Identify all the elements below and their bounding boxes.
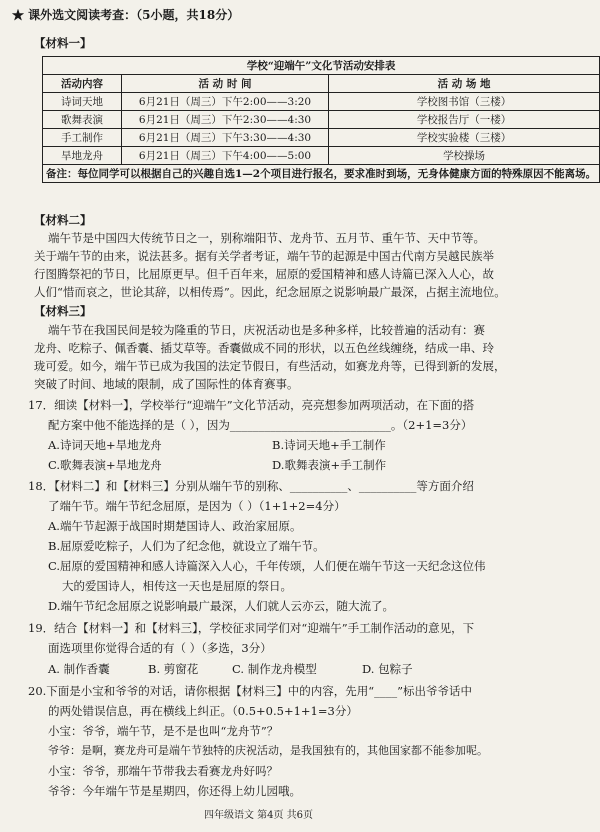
dialogue-line: 小宝：爷爷，端午节，是不是也叫“龙舟节”？ xyxy=(48,724,279,738)
question-19-stem: 面选项里你觉得合适的有（ ）（多选，3分） xyxy=(48,641,272,655)
table-cell: 旱地龙舟 xyxy=(43,147,122,165)
question-18-stem: 18．【材料二】和【材料三】分别从端午节的别称、__________、__________等方面介绍 xyxy=(28,479,474,493)
table-cell: 6月21日（周三）下午3:30——4:30 xyxy=(122,129,329,147)
table-cell: 手工制作 xyxy=(43,129,122,147)
table-row xyxy=(43,111,600,129)
question-18-stem: 了端午节。端午节纪念屈原，是因为（ ）（1+1+2=4分） xyxy=(48,499,346,513)
dialogue-line: 小宝：爷爷，那端午节带我去看赛龙舟好吗？ xyxy=(48,764,278,778)
material-three-label: 【材料三】 xyxy=(34,304,92,318)
table-row xyxy=(43,129,600,147)
activity-schedule-table xyxy=(42,56,600,183)
question-20-stem: 20.下面是小宝和爷爷的对话，请你根据【材料三】中的内容，先用“____”标出爷爷话中 xyxy=(28,684,473,698)
table-cell: 6月21日（周三）下午4:00——5:00 xyxy=(122,147,329,165)
table-cell: 歌舞表演 xyxy=(43,111,122,129)
table-cell: 6月21日（周三）下午2:00——3:20 xyxy=(122,93,329,111)
material-two-label: 【材料二】 xyxy=(34,213,92,227)
material-two-text: 人们“惜而哀之，世论其辞，以相传焉”。因此，纪念屈原之说影响最广最深，占据主流地位。 xyxy=(34,285,506,299)
question-18-option: 大的爱国诗人，相传这一天也是屈原的祭日。 xyxy=(62,579,292,593)
page-footer: 四年级语文 第4页 共6页 xyxy=(203,810,314,821)
table-cell: 学校操场 xyxy=(329,147,600,165)
table-cell: 学校实验楼（三楼） xyxy=(329,129,600,147)
table-header: 活 动 场 地 xyxy=(329,75,600,93)
material-two-text: 行图腾祭祀的节日，比屈原更早。但千百年来，屈原的爱国精神和感人诗篇已深入人心，故 xyxy=(34,267,494,281)
material-one-label: 【材料一】 xyxy=(34,36,92,50)
material-three-text: 端午节在我国民间是较为隆重的节日，庆祝活动也是多种多样，比较普遍的活动有：赛 xyxy=(48,323,485,337)
table-note: 备注：每位同学可以根据自己的兴趣自选1—2个项目进行报名，要求准时到场，无身体健康方面的特殊原因不能离场。 xyxy=(43,165,600,183)
question-19-option: C. 制作龙舟模型 xyxy=(232,662,317,676)
material-three-text: 突破了时间、地域的限制，成了国际性的体育赛事。 xyxy=(34,377,299,391)
material-three-text: 龙舟、吃粽子、佩香囊、插艾草等。香囊做成不同的形状，以五色丝线缠绕，结成一串、玲 xyxy=(34,341,494,355)
question-20-stem: 的两处错误信息，再在横线上纠正。（0.5+0.5+1+1=3分） xyxy=(48,704,358,718)
material-two-text: 关于端午节的由来，说法甚多。据有关学者考证，端午节的起源是中国古代南方吴越民族举 xyxy=(34,249,494,263)
question-17-option: A.诗词天地+旱地龙舟 xyxy=(48,438,162,452)
question-18-option: B.屈原爱吃粽子，人们为了纪念他，就设立了端午节。 xyxy=(48,539,325,553)
question-19-option: A. 制作香囊 xyxy=(48,662,110,676)
table-cell: 诗词天地 xyxy=(43,93,122,111)
section-heading: ★ 课外选文阅读考查：（5小题，共18分） xyxy=(12,8,240,22)
table-cell: 6月21日（周三）下午2:30——4:30 xyxy=(122,111,329,129)
table-row xyxy=(43,147,600,165)
material-two-text: 端午节是中国四大传统节日之一，别称端阳节、龙舟节、五月节、重午节、天中节等。 xyxy=(48,231,485,245)
question-17-stem: 17．细读【材料一】，学校举行“迎端午”文化节活动，亮亮想参加两项活动，在下面的搭 xyxy=(28,398,475,412)
question-18-option: D.端午节纪念屈原之说影响最广最深，人们就人云亦云，随大流了。 xyxy=(48,599,394,613)
dialogue-line: 爷爷：是啊，赛龙舟可是端午节独特的庆祝活动，是我国独有的，其他国家都不能参加呢。 xyxy=(48,744,488,757)
table-title: 学校“迎端午”文化节活动安排表 xyxy=(43,57,600,75)
table-header: 活动内容 xyxy=(43,75,122,93)
question-19-option: B. 剪窗花 xyxy=(148,662,199,676)
table-cell: 学校图书馆（三楼） xyxy=(329,93,600,111)
material-three-text: 珑可爱。如今，端午节已成为我国的法定节假日，有些活动，如赛龙舟等，已得到新的发展， xyxy=(34,359,506,373)
table-cell: 学校报告厅（一楼） xyxy=(329,111,600,129)
question-17-option: D.歌舞表演+手工制作 xyxy=(272,458,387,472)
table-row xyxy=(43,93,600,111)
dialogue-line: 爷爷：今年端午节是星期四，你还得上幼儿园哦。 xyxy=(48,784,301,798)
question-19-option: D. 包粽子 xyxy=(362,662,413,676)
table-header: 活 动 时 间 xyxy=(122,75,329,93)
question-17-option: C.歌舞表演+旱地龙舟 xyxy=(48,458,162,472)
question-17-option: B.诗词天地+手工制作 xyxy=(272,438,386,452)
question-19-stem: 19．结合【材料一】和【材料三】，学校征求同学们对“迎端午”手工制作活动的意见，下 xyxy=(28,621,475,635)
question-17-stem: 配方案中他不能选择的是（ ），因为____________________________。（2+1=3分） xyxy=(48,418,473,432)
question-18-option: A.端午节起源于战国时期楚国诗人、政治家屈原。 xyxy=(48,519,302,533)
question-18-option: C.屈原的爱国精神和感人诗篇深入人心，千年传颂，人们便在端午节这一天纪念这位伟 xyxy=(48,559,486,573)
